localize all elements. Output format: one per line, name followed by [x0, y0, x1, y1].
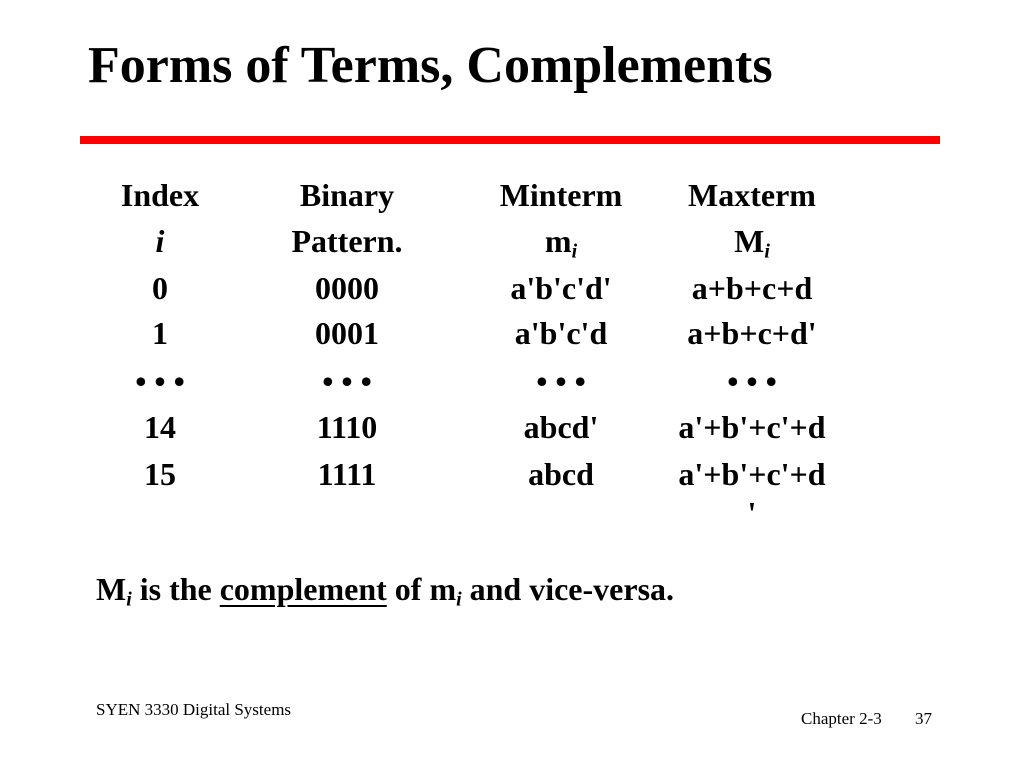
header-minterm: Minterm — [499, 177, 623, 213]
header-index: Index — [120, 177, 200, 213]
footer-course: SYEN 3330 Digital Systems — [96, 700, 292, 719]
table-cell-binary: 1111 — [317, 456, 377, 492]
ellipsis-index: • • • — [135, 363, 185, 399]
table-cell-index: 0 — [152, 270, 168, 306]
title-divider — [80, 136, 940, 144]
header-minterm-symbol: $m_i$ — [544, 223, 578, 263]
table-cell-minterm: a'b'c'd — [514, 315, 608, 351]
table-cell-binary: 1110 — [316, 409, 378, 445]
header-binary-line2: Pattern. — [291, 223, 403, 259]
table-cell-maxterm: a+b+c+d — [691, 270, 813, 306]
table-cell-binary: 0000 — [315, 270, 379, 306]
footer-chapter: Chapter 2-3 — [801, 709, 882, 728]
table-cell-index: 14 — [144, 409, 176, 445]
header-maxterm: Maxterm — [688, 177, 816, 213]
table-cell-index: 15 — [144, 456, 176, 492]
ellipsis-binary: • • • — [322, 363, 372, 399]
table-cell-minterm: a'b'c'd' — [510, 270, 612, 306]
ellipsis-minterm: • • • — [536, 363, 586, 399]
footer-page-number: 37 — [915, 709, 932, 728]
table-cell-maxterm: a'+b'+c'+d — [678, 456, 826, 492]
ellipsis-maxterm: • • • — [727, 363, 777, 399]
table-cell-binary: 0001 — [315, 315, 379, 351]
slide-title: Forms of Terms, Complements — [88, 37, 773, 94]
header-maxterm-symbol: $M_i$ — [734, 223, 770, 263]
table-cell-maxterm: a+b+c+d' — [687, 315, 817, 351]
table-cell-minterm: abcd — [528, 456, 594, 492]
table-cell-index: 1 — [152, 315, 168, 351]
header-index-symbol: i — [155, 223, 165, 259]
maxterm-wrap-tail: ' — [747, 495, 757, 531]
table-cell-minterm: abcd' — [523, 409, 599, 445]
table-cell-maxterm: a'+b'+c'+d — [678, 409, 826, 445]
header-binary: Binary — [299, 177, 395, 213]
complement-note: $M_i$ is the complement of $m_i$ and vice-versa. — [96, 571, 675, 611]
complement-emphasis: complement — [219, 571, 387, 607]
